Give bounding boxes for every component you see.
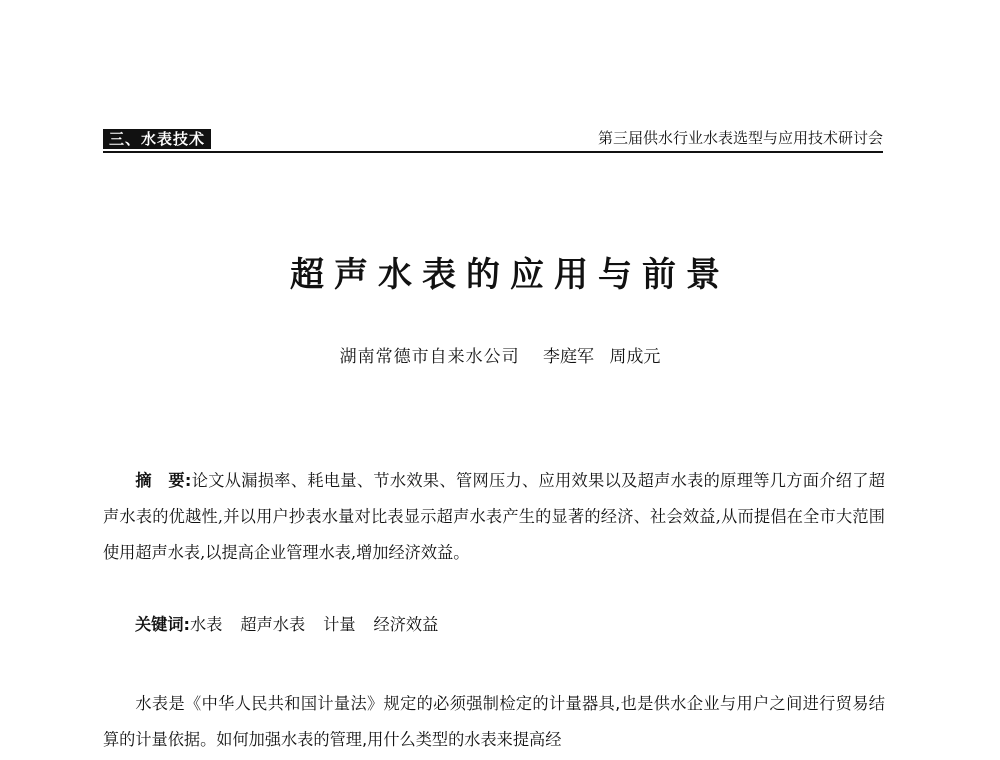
keyword: 计量 xyxy=(323,615,356,634)
author-names: 李庭军 周成元 xyxy=(543,347,661,367)
author-organization: 湖南常德市自来水公司 xyxy=(339,347,520,367)
paper-title: 超声水表的应用与前景 xyxy=(290,255,730,295)
body-paragraph: 水表是《中华人民共和国计量法》规定的必须强制检定的计量器具,也是供水企业与用户之间进行贸易结算的计量依据。如何加强水表的管理,用什么类型的水表来提高经 xyxy=(103,694,885,749)
keywords xyxy=(135,607,456,643)
keyword: 超声水表 xyxy=(240,615,306,634)
conference-name: 第三届供水行业水表选型与应用技术研讨会 xyxy=(597,129,883,147)
author-line xyxy=(0,345,1000,369)
abstract xyxy=(103,463,885,571)
keywords-label: 关键词: xyxy=(135,615,191,634)
section-tag: 三、水表技术 xyxy=(103,129,211,149)
keyword: 水表 xyxy=(190,615,223,634)
running-header xyxy=(103,127,883,153)
keyword: 经济效益 xyxy=(373,615,439,634)
abstract-text: 论文从漏损率、耗电量、节水效果、管网压力、应用效果以及超声水表的原理等几方面介绍了超声水表的优越性,并以用户抄表水量对比表显示超声水表产生的显著的经济、社会效益,从而提倡在全市大范围使用超声水表,以提高企业管理水表,增加经济效益。 xyxy=(103,471,885,562)
abstract-label: 摘 要: xyxy=(135,471,192,490)
